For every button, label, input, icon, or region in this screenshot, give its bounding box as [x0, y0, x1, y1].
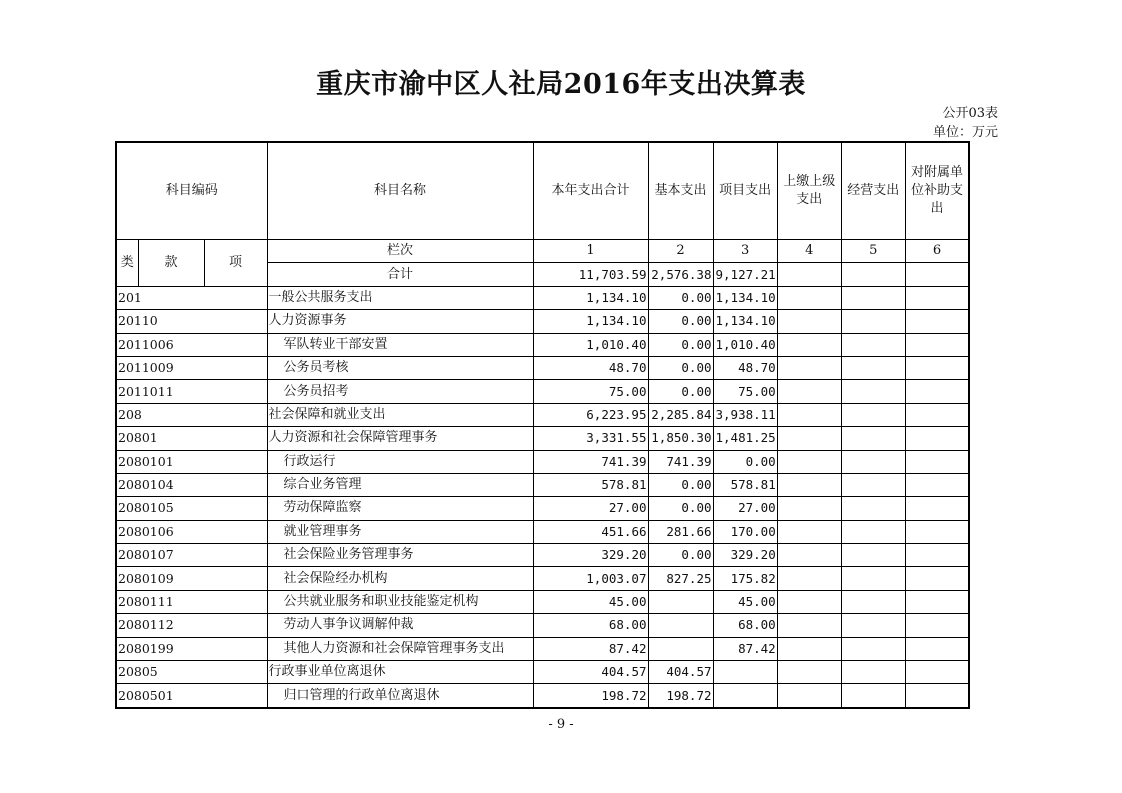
row-subsidy [905, 356, 969, 379]
row-project [713, 684, 777, 708]
row-business [841, 684, 905, 708]
row-basic: 281.66 [648, 520, 713, 543]
row-code: 2080112 [116, 614, 267, 637]
row-project: 75.00 [713, 380, 777, 403]
row-basic [648, 590, 713, 613]
row-total: 27.00 [533, 497, 648, 520]
row-project: 0.00 [713, 450, 777, 473]
row-project: 175.82 [713, 567, 777, 590]
table-row [116, 450, 969, 473]
subheader-row [116, 240, 969, 263]
col-index-6: 6 [905, 240, 969, 263]
row-upper [777, 544, 841, 567]
total-subsidy [905, 263, 969, 286]
row-code: 2080501 [116, 684, 267, 708]
row-total: 75.00 [533, 380, 648, 403]
row-code: 201 [116, 286, 267, 309]
row-subsidy [905, 380, 969, 403]
row-subsidy [905, 637, 969, 660]
row-subsidy [905, 544, 969, 567]
table-row [116, 661, 969, 684]
row-subsidy [905, 614, 969, 637]
row-name: 公务员考核 [267, 356, 533, 379]
table-row [116, 286, 969, 309]
table-row [116, 497, 969, 520]
row-basic: 741.39 [648, 450, 713, 473]
row-project: 1,134.10 [713, 286, 777, 309]
header-row [116, 142, 969, 240]
row-name: 公务员招考 [267, 380, 533, 403]
row-business [841, 427, 905, 450]
row-business [841, 614, 905, 637]
row-name: 军队转业干部安置 [267, 333, 533, 356]
row-upper [777, 497, 841, 520]
header-name: 科目名称 [267, 142, 533, 240]
row-upper [777, 356, 841, 379]
row-code: 2080199 [116, 637, 267, 660]
table-row [116, 590, 969, 613]
row-project: 1,134.10 [713, 310, 777, 333]
table-row [116, 567, 969, 590]
row-code: 2011011 [116, 380, 267, 403]
row-business [841, 286, 905, 309]
subheader-lanci: 栏次 [267, 240, 533, 263]
row-project: 170.00 [713, 520, 777, 543]
row-upper [777, 661, 841, 684]
row-name: 劳动人事争议调解仲裁 [267, 614, 533, 637]
subheader-lei: 类 [116, 240, 138, 287]
row-code: 2011006 [116, 333, 267, 356]
row-basic: 404.57 [648, 661, 713, 684]
header-total: 本年支出合计 [533, 142, 648, 240]
row-subsidy [905, 333, 969, 356]
table-row [116, 310, 969, 333]
row-upper [777, 637, 841, 660]
row-code: 2080101 [116, 450, 267, 473]
row-code: 2080104 [116, 473, 267, 496]
row-subsidy [905, 427, 969, 450]
row-project: 45.00 [713, 590, 777, 613]
row-subsidy [905, 310, 969, 333]
row-name: 公共就业服务和职业技能鉴定机构 [267, 590, 533, 613]
row-basic: 0.00 [648, 497, 713, 520]
table-row [116, 520, 969, 543]
table-row [116, 427, 969, 450]
header-basic: 基本支出 [648, 142, 713, 240]
row-name: 人力资源事务 [267, 310, 533, 333]
row-subsidy [905, 403, 969, 426]
row-project: 3,938.11 [713, 403, 777, 426]
row-project: 48.70 [713, 356, 777, 379]
row-total: 45.00 [533, 590, 648, 613]
row-basic [648, 614, 713, 637]
page-title: 重庆市渝中区人社局2016年支出决算表 [316, 69, 806, 100]
table-row [116, 614, 969, 637]
header-subsidy: 对附属单位补助支出 [905, 142, 969, 240]
page-number: - 9 - [548, 717, 574, 732]
total-amount: 11,703.59 [533, 263, 648, 286]
subheader-kuan: 款 [138, 240, 204, 287]
row-total: 329.20 [533, 544, 648, 567]
row-upper [777, 286, 841, 309]
table-row [116, 684, 969, 708]
row-upper [777, 473, 841, 496]
row-business [841, 473, 905, 496]
row-upper [777, 450, 841, 473]
row-business [841, 567, 905, 590]
col-index-3: 3 [713, 240, 777, 263]
row-code: 2080111 [116, 590, 267, 613]
row-total: 48.70 [533, 356, 648, 379]
row-name: 社会保险经办机构 [267, 567, 533, 590]
row-code: 20110 [116, 310, 267, 333]
row-business [841, 544, 905, 567]
row-project: 578.81 [713, 473, 777, 496]
row-upper [777, 520, 841, 543]
row-total: 578.81 [533, 473, 648, 496]
row-subsidy [905, 590, 969, 613]
row-name: 劳动保障监察 [267, 497, 533, 520]
row-subsidy [905, 286, 969, 309]
row-project: 329.20 [713, 544, 777, 567]
row-subsidy [905, 450, 969, 473]
row-business [841, 403, 905, 426]
row-business [841, 590, 905, 613]
row-total: 68.00 [533, 614, 648, 637]
header-project: 项目支出 [713, 142, 777, 240]
col-index-4: 4 [777, 240, 841, 263]
table-row [116, 380, 969, 403]
row-basic: 0.00 [648, 310, 713, 333]
row-subsidy [905, 473, 969, 496]
row-code: 2080107 [116, 544, 267, 567]
row-total: 404.57 [533, 661, 648, 684]
row-upper [777, 567, 841, 590]
row-total: 1,134.10 [533, 286, 648, 309]
total-project: 9,127.21 [713, 263, 777, 286]
col-index-2: 2 [648, 240, 713, 263]
row-subsidy [905, 567, 969, 590]
header-code: 科目编码 [116, 142, 267, 240]
row-name: 行政运行 [267, 450, 533, 473]
table-number: 公开03表 [942, 106, 998, 121]
row-basic: 198.72 [648, 684, 713, 708]
unit-label: 单位：万元 [932, 125, 998, 140]
row-total: 1,134.10 [533, 310, 648, 333]
row-business [841, 661, 905, 684]
row-business [841, 356, 905, 379]
row-name: 社会保障和就业支出 [267, 403, 533, 426]
row-name: 人力资源和社会保障管理事务 [267, 427, 533, 450]
row-upper [777, 590, 841, 613]
total-basic: 2,576.38 [648, 263, 713, 286]
col-index-5: 5 [841, 240, 905, 263]
row-project: 87.42 [713, 637, 777, 660]
table-row [116, 403, 969, 426]
row-code: 2080105 [116, 497, 267, 520]
row-subsidy [905, 661, 969, 684]
row-upper [777, 380, 841, 403]
row-total: 741.39 [533, 450, 648, 473]
table-row [116, 473, 969, 496]
row-business [841, 450, 905, 473]
col-index-1: 1 [533, 240, 648, 263]
row-business [841, 520, 905, 543]
row-project: 1,010.40 [713, 333, 777, 356]
row-upper [777, 333, 841, 356]
row-upper [777, 614, 841, 637]
row-subsidy [905, 497, 969, 520]
expenditure-table [115, 141, 970, 709]
row-basic: 0.00 [648, 356, 713, 379]
row-code: 20805 [116, 661, 267, 684]
row-total: 87.42 [533, 637, 648, 660]
row-upper [777, 310, 841, 333]
row-name: 综合业务管理 [267, 473, 533, 496]
row-project: 27.00 [713, 497, 777, 520]
total-label: 合计 [267, 263, 533, 286]
header-business: 经营支出 [841, 142, 905, 240]
row-project [713, 661, 777, 684]
row-total: 451.66 [533, 520, 648, 543]
row-name: 归口管理的行政单位离退休 [267, 684, 533, 708]
row-code: 208 [116, 403, 267, 426]
row-project: 68.00 [713, 614, 777, 637]
row-subsidy [905, 684, 969, 708]
total-upper [777, 263, 841, 286]
row-total: 3,331.55 [533, 427, 648, 450]
table-row [116, 544, 969, 567]
row-upper [777, 403, 841, 426]
row-name: 社会保险业务管理事务 [267, 544, 533, 567]
row-code: 2080109 [116, 567, 267, 590]
table-row [116, 333, 969, 356]
row-upper [777, 427, 841, 450]
row-subsidy [905, 520, 969, 543]
total-business [841, 263, 905, 286]
row-basic: 0.00 [648, 333, 713, 356]
table-row [116, 637, 969, 660]
row-basic: 0.00 [648, 473, 713, 496]
row-total: 1,010.40 [533, 333, 648, 356]
row-project: 1,481.25 [713, 427, 777, 450]
row-basic: 827.25 [648, 567, 713, 590]
row-code: 20801 [116, 427, 267, 450]
row-name: 行政事业单位离退休 [267, 661, 533, 684]
row-code: 2080106 [116, 520, 267, 543]
subheader-xiang: 项 [204, 240, 267, 287]
row-upper [777, 684, 841, 708]
row-basic [648, 637, 713, 660]
row-business [841, 637, 905, 660]
table-row [116, 356, 969, 379]
row-business [841, 333, 905, 356]
row-name: 其他人力资源和社会保障管理事务支出 [267, 637, 533, 660]
row-business [841, 380, 905, 403]
row-code: 2011009 [116, 356, 267, 379]
row-basic: 0.00 [648, 286, 713, 309]
row-total: 1,003.07 [533, 567, 648, 590]
header-upper: 上缴上级支出 [777, 142, 841, 240]
row-business [841, 310, 905, 333]
row-total: 198.72 [533, 684, 648, 708]
row-name: 就业管理事务 [267, 520, 533, 543]
row-total: 6,223.95 [533, 403, 648, 426]
row-basic: 1,850.30 [648, 427, 713, 450]
row-basic: 2,285.84 [648, 403, 713, 426]
row-business [841, 497, 905, 520]
row-name: 一般公共服务支出 [267, 286, 533, 309]
row-basic: 0.00 [648, 380, 713, 403]
row-basic: 0.00 [648, 544, 713, 567]
